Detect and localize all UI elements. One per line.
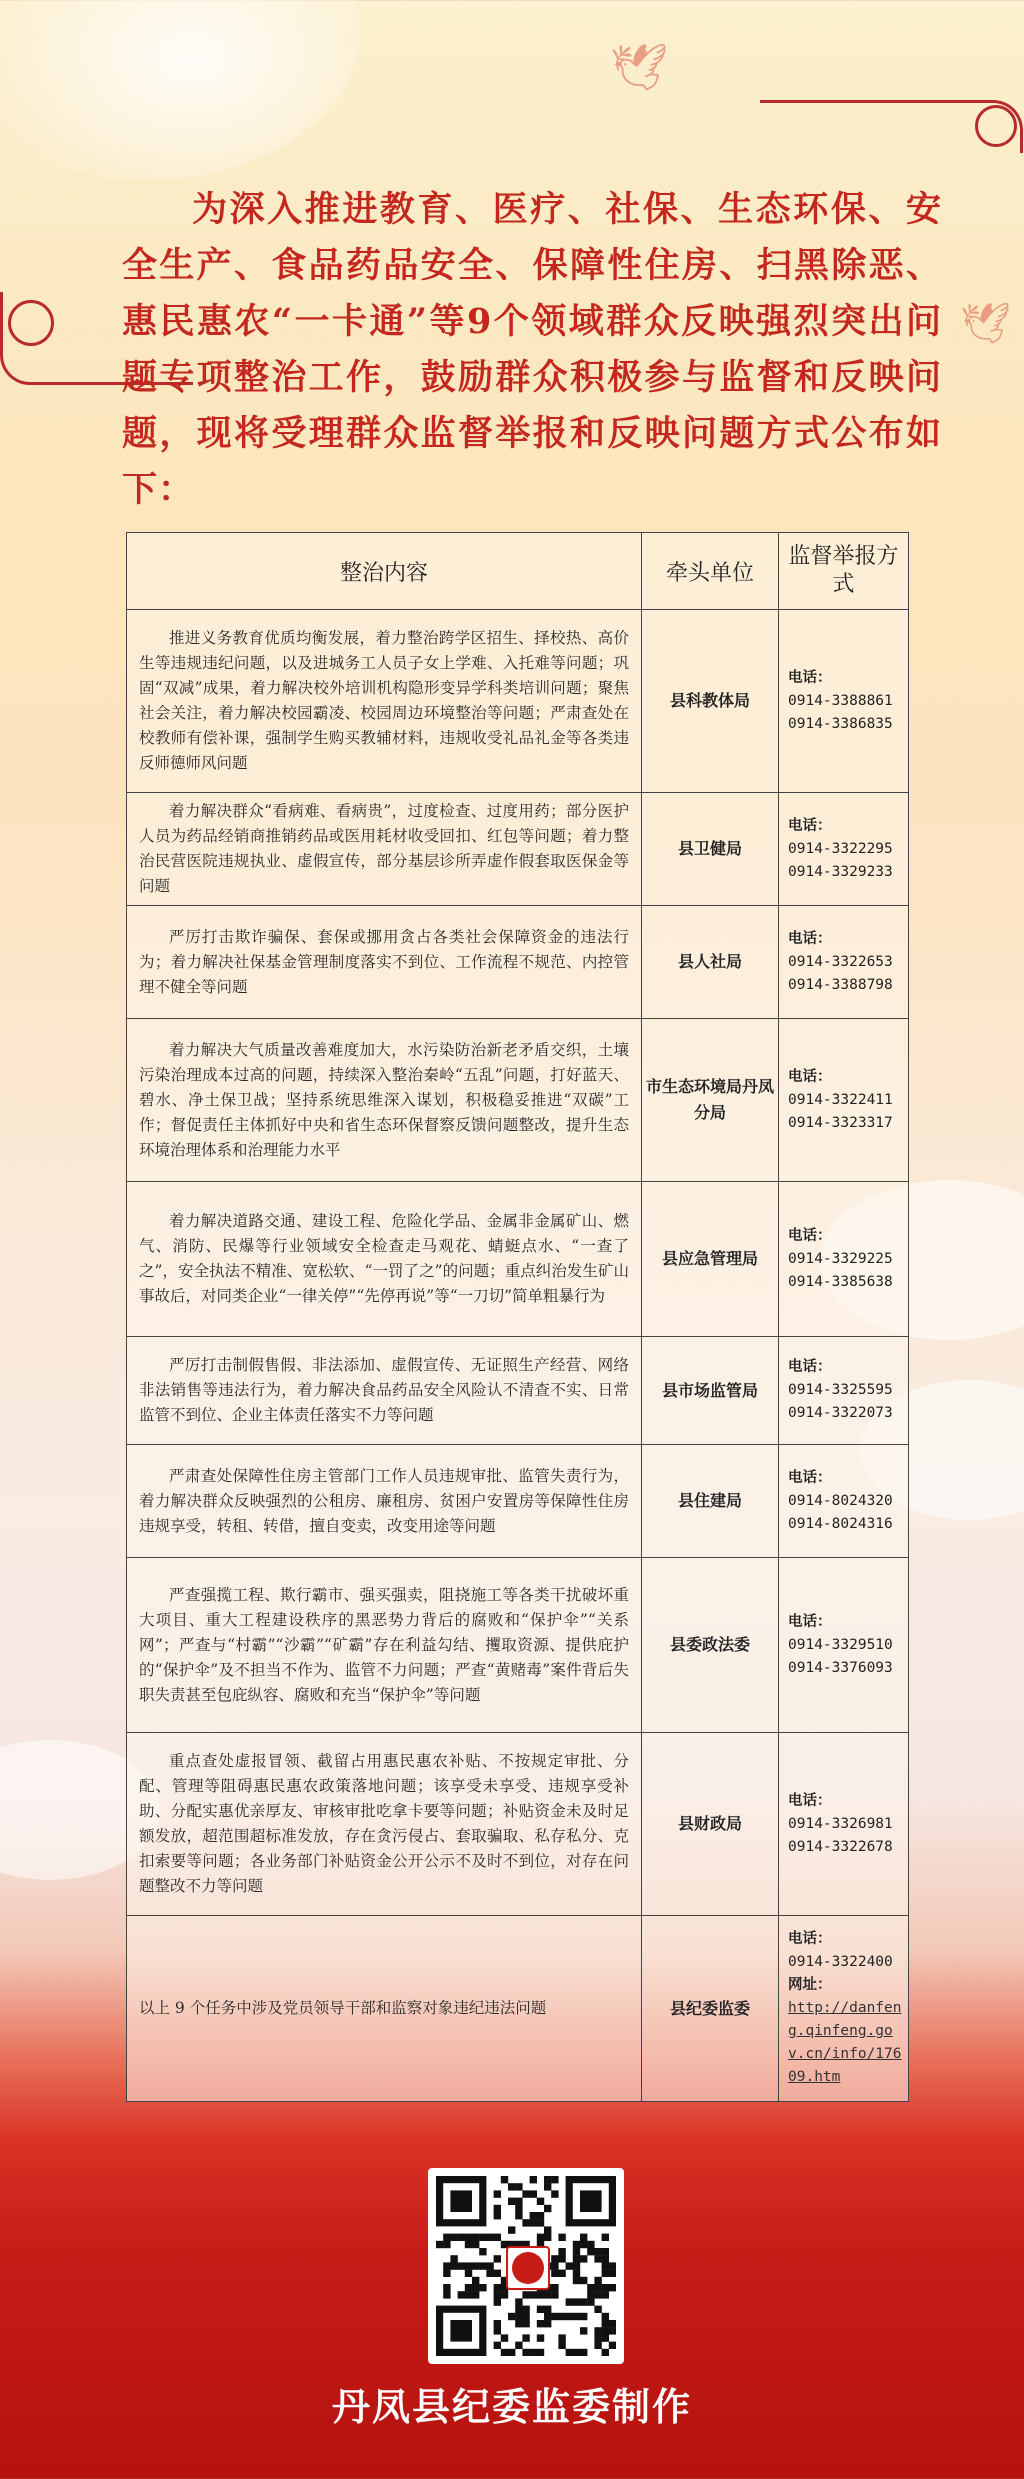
row-contact bbox=[779, 1916, 909, 2102]
scroll-roll-left bbox=[8, 300, 54, 346]
row-contact bbox=[779, 1558, 909, 1733]
phone-number: 0914-3322653 bbox=[788, 953, 893, 970]
phone-number: 0914-3322073 bbox=[788, 1405, 893, 1421]
web-label: 网址： bbox=[788, 1977, 832, 1993]
phone-number: 0914-3322411 bbox=[788, 1091, 893, 1108]
row-dept: 市生态环境局丹凤分局 bbox=[642, 1019, 779, 1182]
phone-label: 电话： bbox=[788, 930, 832, 947]
row-dept: 县住建局 bbox=[642, 1445, 779, 1558]
row-dept: 县人社局 bbox=[642, 906, 779, 1019]
phone-number: 0914-3376093 bbox=[788, 1659, 893, 1676]
table-row bbox=[127, 1558, 909, 1733]
table-row bbox=[127, 1337, 909, 1445]
table-row bbox=[127, 610, 909, 793]
table-row bbox=[127, 1733, 909, 1916]
scroll-roll-top bbox=[975, 105, 1017, 147]
phone-number: 0914-3329510 bbox=[788, 1636, 893, 1653]
bird-icon: 🕊 bbox=[610, 40, 669, 94]
header-contact: 监督举报方 式 bbox=[779, 533, 909, 610]
table-row bbox=[127, 1182, 909, 1337]
row-content: 以上 9 个任务中涉及党员领导干部和监察对象违纪违法问题 bbox=[127, 1916, 642, 2102]
phone-number: 0914-3322400 bbox=[788, 1954, 893, 1970]
phone-number: 0914-3386835 bbox=[788, 715, 893, 732]
table-row bbox=[127, 793, 909, 906]
seal-logo-icon bbox=[506, 2246, 550, 2290]
phone-label: 电话： bbox=[788, 1068, 832, 1085]
phone-label: 电话： bbox=[788, 1792, 832, 1809]
phone-label: 电话： bbox=[788, 1227, 832, 1244]
row-dept: 县科教体局 bbox=[642, 610, 779, 793]
header-dept: 牵头单位 bbox=[642, 533, 779, 610]
row-contact bbox=[779, 1019, 909, 1182]
row-dept: 县财政局 bbox=[642, 1733, 779, 1916]
table-row bbox=[127, 906, 909, 1019]
phone-number: 0914-3388798 bbox=[788, 976, 893, 993]
phone-label: 电话： bbox=[788, 1359, 832, 1375]
row-content: 着力解决群众“看病难、看病贵”，过度检查、过度用药；部分医护人员为药品经销商推销药品或医用耗材收受回扣、红包等问题；着力整治民营医院违规执业、虚假宣传，部分基层诊所弄虚作假套取医保金等问题 bbox=[127, 793, 642, 906]
phone-label: 电话： bbox=[788, 1931, 832, 1947]
row-content: 严肃查处保障性住房主管部门工作人员违规审批、监管失责行为，着力解决群众反映强烈的公租房、廉租房、贫困户安置房等保障性住房违规享受，转租、转借，擅自变卖，改变用途等问题 bbox=[127, 1445, 642, 1558]
row-dept: 县卫健局 bbox=[642, 793, 779, 906]
decorative-swirl bbox=[0, 0, 360, 180]
row-contact bbox=[779, 1337, 909, 1445]
row-contact bbox=[779, 1445, 909, 1558]
bird-icon: 🕊 bbox=[960, 301, 1011, 347]
row-dept: 县应急管理局 bbox=[642, 1182, 779, 1337]
phone-number: 0914-3323317 bbox=[788, 1114, 893, 1131]
report-channels-table bbox=[126, 532, 943, 2102]
table-body bbox=[127, 610, 909, 2102]
website-link[interactable]: http://danfeng.qinfeng.gov.cn/info/17609.htm bbox=[788, 2000, 902, 2085]
row-contact bbox=[779, 906, 909, 1019]
row-contact bbox=[779, 1182, 909, 1337]
phone-number: 0914-3388861 bbox=[788, 692, 893, 709]
row-contact bbox=[779, 610, 909, 793]
phone-label: 电话： bbox=[788, 1469, 832, 1486]
phone-number: 0914-3322678 bbox=[788, 1838, 893, 1855]
phone-number: 0914-3329225 bbox=[788, 1250, 893, 1267]
row-content: 重点查处虚报冒领、截留占用惠民惠农补贴、不按规定审批、分配、管理等阻碍惠民惠农政策落地问题；该享受未享受、违规享受补助、分配实惠优亲厚友、审核审批吃拿卡要等问题；补贴资金未及时足额发放，超范围超标准发放，存在贪污侵占、套取骗取、私存私分、克扣索要等问题；各业务部门补贴资金公开公示不及时不到位，对存在问题整改不力等问题 bbox=[127, 1733, 642, 1916]
phone-label: 电话： bbox=[788, 1613, 832, 1630]
table-header-row bbox=[127, 533, 909, 610]
table-row bbox=[127, 1019, 909, 1182]
phone-number: 0914-3329233 bbox=[788, 863, 893, 880]
footer-credit: 丹凤县纪委监委制作 bbox=[331, 2385, 692, 2429]
row-contact bbox=[779, 1733, 909, 1916]
phone-number: 0914-8024320 bbox=[788, 1492, 893, 1509]
header-content: 整治内容 bbox=[127, 533, 642, 610]
qr-code bbox=[428, 2168, 624, 2364]
row-content: 严厉打击制假售假、非法添加、虚假宣传、无证照生产经营、网络非法销售等违法行为，着力解决食品药品安全风险认不清查不实、日常监管不到位、企业主体责任落实不力等问题 bbox=[127, 1337, 642, 1445]
table-row bbox=[127, 1445, 909, 1558]
row-content: 着力解决大气质量改善难度加大，水污染防治新老矛盾交织，土壤污染治理成本过高的问题，持续深入整治秦岭“五乱”问题，打好蓝天、碧水、净土保卫战；坚持系统思维深入谋划，积极稳妥推进“双碳”工作；督促责任主体抓好中央和省生态环保督察反馈问题整改，提升生态环境治理体系和治理能力水平 bbox=[127, 1019, 642, 1182]
phone-number: 0914-8024316 bbox=[788, 1515, 893, 1532]
phone-number: 0914-3385638 bbox=[788, 1273, 893, 1290]
row-contact bbox=[779, 793, 909, 906]
row-dept: 县纪委监委 bbox=[642, 1916, 779, 2102]
phone-number: 0914-3325595 bbox=[788, 1382, 893, 1398]
row-content: 严厉打击欺诈骗保、套保或挪用贪占各类社会保障资金的违法行为；着力解决社保基金管理制度落实不到位、工作流程不规范、内控管理不健全等问题 bbox=[127, 906, 642, 1019]
table-row bbox=[127, 1916, 909, 2102]
row-content: 严查强揽工程、欺行霸市、强买强卖，阻挠施工等各类干扰破坏重大项目、重大工程建设秩序的黑恶势力背后的腐败和“保护伞”“关系网”；严查与“村霸”“沙霸”“矿霸”存在利益勾结、攫取资源、提供庇护的“保护伞”及不担当不作为、监管不力问题；严查“黄赌毒”案件背后失职失责甚至包庇纵容、腐败和充当“保护伞”等问题 bbox=[127, 1558, 642, 1733]
phone-number: 0914-3326981 bbox=[788, 1815, 893, 1832]
row-dept: 县委政法委 bbox=[642, 1558, 779, 1733]
row-content: 着力解决道路交通、建设工程、危险化学品、金属非金属矿山、燃气、消防、民爆等行业领域安全检查走马观花、蜻蜓点水、“一查了之”，安全执法不精准、宽松软、“一罚了之”的问题；重点纠治发生矿山事故后，对同类企业“一律关停”“先停再说”等“一刀切”简单粗暴行为 bbox=[127, 1182, 642, 1337]
phone-label: 电话： bbox=[788, 817, 832, 834]
row-dept: 县市场监管局 bbox=[642, 1337, 779, 1445]
phone-number: 0914-3322295 bbox=[788, 840, 893, 857]
intro-paragraph: 为深入推进教育、医疗、社保、生态环保、安全生产、食品药品安全、保障性住房、扫黑除恶、惠民惠农“一卡通”等9个领域群众反映强烈突出问题专项整治工作，鼓励群众积极参与监督和反映问题，现将受理群众监督举报和反映问题方式公布如下： bbox=[122, 189, 942, 510]
phone-label: 电话： bbox=[788, 669, 832, 686]
row-content: 推进义务教育优质均衡发展，着力整治跨学区招生、择校热、高价生等违规违纪问题，以及进城务工人员子女上学难、入托难等问题；巩固“双减”成果，着力解决校外培训机构隐形变异学科类培训问题；聚焦社会关注，着力解决校园霸凌、校园周边环境整治等问题；严肃查处在校教师有偿补课，强制学生购买教辅材料，违规收受礼品礼金等各类违反师德师风问题 bbox=[127, 610, 642, 793]
